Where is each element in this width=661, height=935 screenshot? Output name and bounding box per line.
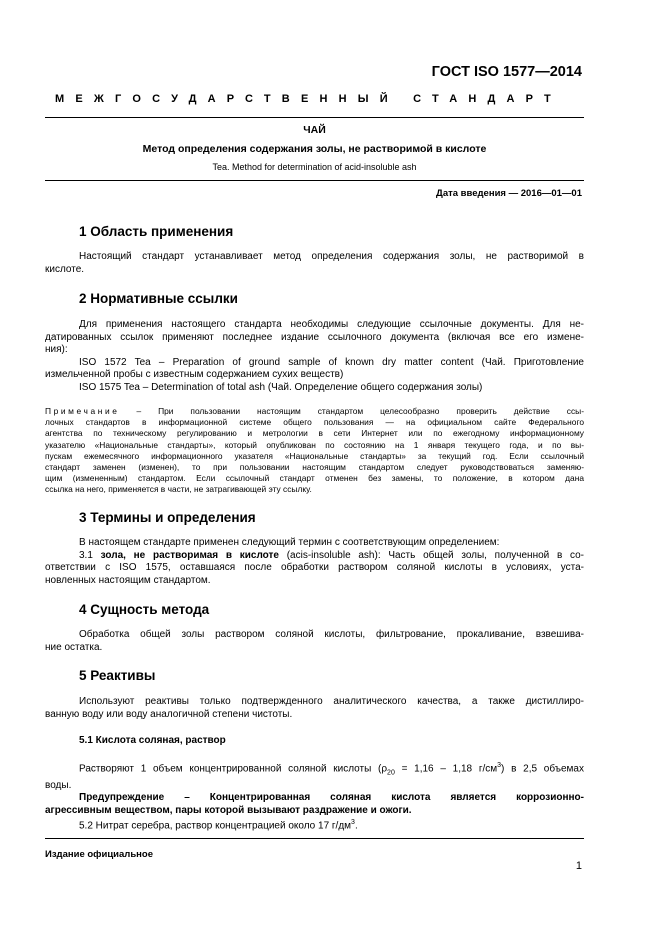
section-4-heading: 4 Сущность метода (79, 602, 210, 617)
section-3-heading: 3 Термины и определения (79, 510, 256, 525)
standard-code: ГОСТ ISO 1577—2014 (431, 64, 582, 80)
defined-term: зола, не растворимая в кислоте (100, 549, 279, 561)
page-number: 1 (575, 860, 582, 872)
warning-text: Предупреждение – Концентрированная соляная кислота является коррозионно- (79, 792, 584, 804)
subsection-5-1-heading: 5.1 Кислота соляная, раствор (79, 735, 226, 746)
section-1-text: Настоящий стандарт устанавливает метод определения содержания золы, не растворимой в кислоте. (45, 251, 584, 275)
title-rule (45, 180, 584, 181)
edition-label: Издание официальное (45, 849, 153, 860)
section-2-text: Для применения настоящего стандарта необходимы следующие ссылочные документы. Для не- датированных ссылок применяют последнее издание ссылочного документа (включая все его измене- ния): ISO 1572 Tea – Preparation of ground sample of known dry matter content (Чай. Приготовление измельченной пробы с известным содержанием сухих веществ) ISO 1575 Tea – Determination of total ash (Чай. Определение общего содержания золы) (45, 319, 584, 393)
document-subtitle-en: Tea. Method for determination of acid-insoluble ash (212, 162, 417, 172)
section-4-text: Обработка общей золы раствором соляной кислоты, фильтрование, прокаливание, взвешива- ние остатка. (45, 629, 584, 653)
section-1-heading: 1 Область применения (79, 224, 234, 239)
document-title: ЧАЙ (303, 124, 326, 136)
subsection-5-1-text: Растворяют 1 объем концентрированной соляной кислоты ($\rho_{20} = 1,16 - 1,18$ $г/см^3$) в 2,5 объемах воды. Предупреждение – Концентрированная соляная кислота является коррозионно- агрессивным веществом, пары которой вызывают раздражение и ожоги. 5.2 Нитрат серебра, раствор концентрацией около 17 $г/дм^3$. (45, 762, 584, 832)
section-5-text: Используют реактивы только подтвержденного аналитического качества, а также дистиллиро- ванную воду или воду аналогичной степени чистоты. (45, 696, 584, 720)
introduction-date: Дата введения — 2016—01—01 (436, 188, 582, 199)
section-2-heading: 2 Нормативные ссылки (79, 291, 238, 306)
section-3-text: В настоящем стандарте применен следующий термин с соответствующим определением: 3.1 зола, не растворимая в кислоте (acis-insoluble ash): Часть общей золы, полученной в со- ответствии с ISO 1575, оставшаяся после обработки раствором соляной кислоты в условиях, уста- новленных настоящим стандартом. (45, 537, 585, 586)
interstate-standard-label: МЕЖГОСУДАРСТВЕННЫЙ СТАНДАРТ (55, 93, 562, 105)
section-2-note: Примечание – При пользовании настоящим стандартом целесообразно проверить действие ссы- лочных стандартов в информационной системе общего пользования — на официальном сайте Федерального агентства по техническому регулированию и метрологии в сети Интернет или по ежегодному информационному указателю «Национальные стандарты», который опубликован по состоянию на 1 января текущего года, и по вы- пускам ежемесячного информационного указателя «Национальные стандарты» за текущий год. Если ссылочный стандарт заменен (изменен), то при пользовании настоящим стандартом следует руководствоваться заменяю- щим (измененным) стандартом. Если ссылочный стандарт отменен без замены, то положение, в котором дана ссылка на него, применяется в части, не затрагивающей эту ссылку. (45, 406, 584, 495)
section-5-heading: 5 Реактивы (79, 668, 156, 683)
header-rule (45, 117, 584, 118)
document-subtitle-ru: Метод определения содержания золы, не растворимой в кислоте (142, 143, 487, 155)
footer-rule (45, 838, 584, 839)
note-label: Примечание (45, 406, 120, 416)
